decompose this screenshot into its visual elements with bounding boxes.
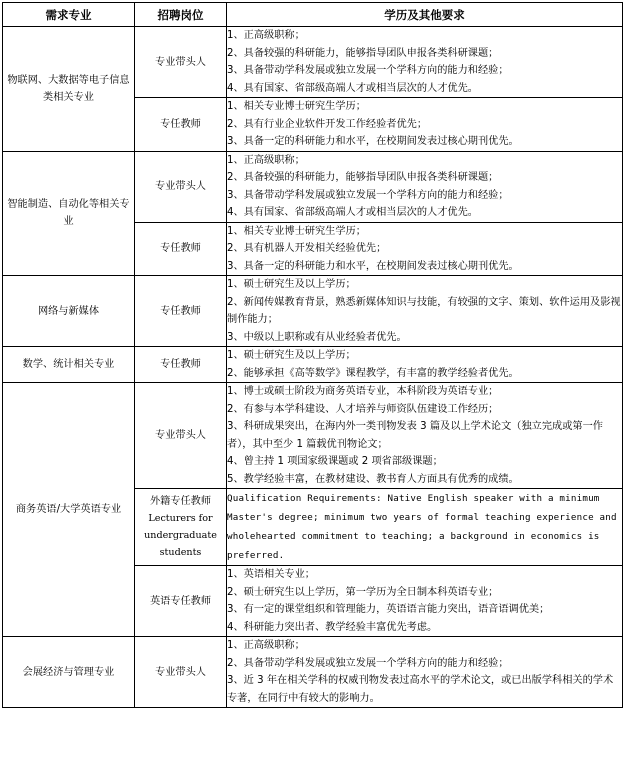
requirement-line: 1、正高级职称；: [227, 640, 305, 651]
requirement-line: 2、具备较强的科研能力，能够指导团队申报各类科研课题；: [227, 47, 499, 59]
requirement-line: 1、正高级职称；: [227, 30, 305, 41]
major-cell: 会展经济与管理专业: [3, 637, 135, 708]
position-title: 专任教师: [160, 305, 201, 317]
requirement-line: 3、有一定的课堂组织和管理能力，英语语言能力突出，语音语调优美；: [227, 604, 550, 615]
requirements-cell: [227, 489, 623, 566]
position-cell: [135, 489, 227, 566]
position-cell: [135, 98, 227, 152]
table-row: [3, 383, 623, 489]
requirement-line: 3、具备带动学科发展或独立发展一个学科方向的能力和经验；: [227, 65, 509, 76]
table-row: [3, 347, 623, 383]
position-title: 专任教师: [160, 243, 201, 255]
requirements-cell: [227, 27, 623, 98]
major-cell: 商务英语/大学英语专业: [3, 383, 135, 637]
requirement-line: 2、新闻传媒教育背景，熟悉新媒体知识与技能，有较强的文字、策划、软件运用及影视制作能力；: [227, 296, 621, 325]
recruitment-table: [2, 2, 623, 708]
requirements-cell: [227, 347, 623, 383]
requirement-line: 4、具有国家、省部级高端人才或相当层次的人才优先。: [227, 82, 478, 94]
position-title: 专业带头人: [155, 56, 206, 68]
position-cell: [135, 151, 227, 222]
requirement-line: 1、硕士研究生及以上学历；: [227, 350, 356, 361]
position-cell: [135, 276, 227, 347]
requirement-line: 1、相关专业博士研究生学历；: [227, 101, 366, 112]
requirement-line: 2、具有行业企业软件开发工作经验者优先；: [227, 118, 428, 130]
table-row: [3, 151, 623, 222]
position-cell: [135, 347, 227, 383]
position-cell: [135, 222, 227, 276]
requirement-line: 3、科研成果突出，在海内外一类刊物发表 3 篇及以上学术论文（独立完成或第一作者），其中至少 1 篇载优刊物论文；: [227, 421, 603, 450]
major-cell: 数学、统计相关专业: [3, 347, 135, 383]
requirement-line: 3、具备带动学科发展或独立发展一个学科方向的能力和经验；: [227, 189, 509, 201]
requirement-line: 2、能够承担《高等数学》课程教学，有丰富的教学经验者优先。: [227, 367, 519, 379]
requirement-line: 2、具有机器人开发相关经验优先；: [227, 243, 387, 254]
table-row: [3, 27, 623, 98]
requirements-cell: [227, 222, 623, 276]
position-title: 专业带头人: [155, 181, 206, 192]
requirement-line: 2、具备较强的科研能力，能够指导团队申报各类科研课题；: [227, 172, 499, 183]
table-row: [3, 637, 623, 708]
requirement-line: 1、相关专业博士研究生学历；: [227, 225, 366, 237]
position-title: 英语专任教师: [149, 595, 212, 607]
position-cell: [135, 383, 227, 489]
requirement-line: 2、具备带动学科发展或独立发展一个学科方向的能力和经验；: [227, 657, 509, 669]
header-position: 招聘岗位: [135, 3, 227, 27]
requirement-line: 1、正高级职称；: [227, 154, 305, 166]
major-cell: 物联网、大数据等电子信息类相关专业: [3, 27, 135, 152]
requirement-line: 3、中级以上职称或有从业经验者优先。: [227, 331, 407, 343]
requirement-line: 1、博士或硕士阶段为商务英语专业，本科阶段为英语专业；: [227, 386, 499, 397]
position-cell: [135, 566, 227, 637]
requirements-cell: [227, 98, 623, 152]
header-row: [3, 3, 623, 27]
position-title: 专业带头人: [155, 666, 206, 678]
requirement-line: 4、具有国家、省部级高端人才或相当层次的人才优先。: [227, 207, 478, 218]
major-cell: 网络与新媒体: [3, 276, 135, 347]
requirements-cell: [227, 566, 623, 637]
requirement-line: 3、具备一定的科研能力和水平，在校期间发表过核心期刊优先。: [227, 260, 519, 272]
requirement-line: Qualification Requirements: Native English speaker with a minimum Master's degree; minimum two years of formal teaching experience and wholehearted commitment to teaching; a background in economics is preferred.: [227, 493, 617, 561]
requirement-line: 2、有参与本学科建设、人才培养与师资队伍建设工作经历；: [227, 403, 499, 415]
requirement-line: 4、曾主持 1 项国家级课题或 2 项省部级课题；: [227, 456, 443, 467]
major-cell: 智能制造、自动化等相关专业: [3, 151, 135, 276]
requirement-line: 4、科研能力突出者、教学经验丰富优先考虑。: [227, 621, 438, 633]
requirements-cell: [227, 276, 623, 347]
position-title-en: Lecturers for undergraduate students: [144, 513, 217, 558]
requirement-line: 1、硕士研究生及以上学历；: [227, 279, 356, 290]
requirement-line: 3、具备一定的科研能力和水平，在校期间发表过核心期刊优先。: [227, 136, 519, 147]
position-title: 专任教师: [160, 359, 201, 370]
position-title: 外籍专任教师: [149, 496, 212, 507]
header-requirements: 学历及其他要求: [227, 3, 623, 27]
requirements-cell: [227, 637, 623, 708]
requirement-line: 3、近 3 年在相关学科的权威刊物发表过高水平的学术论文，或已出版学科相关的学术专著，在同行中有较大的影响力。: [227, 675, 614, 704]
requirement-line: 2、硕士研究生以上学历，第一学历为全日制本科英语专业；: [227, 586, 499, 598]
table-row: [3, 276, 623, 347]
position-cell: [135, 27, 227, 98]
requirement-line: 1、英语相关专业；: [227, 569, 315, 580]
requirement-line: 5、教学经验丰富，在教材建设、教书育人方面具有优秀的成绩。: [227, 473, 519, 485]
position-cell: [135, 637, 227, 708]
position-title: 专业带头人: [155, 430, 206, 441]
requirements-cell: [227, 151, 623, 222]
position-title: 专任教师: [160, 118, 201, 130]
requirements-cell: [227, 383, 623, 489]
header-major: 需求专业: [3, 3, 135, 27]
